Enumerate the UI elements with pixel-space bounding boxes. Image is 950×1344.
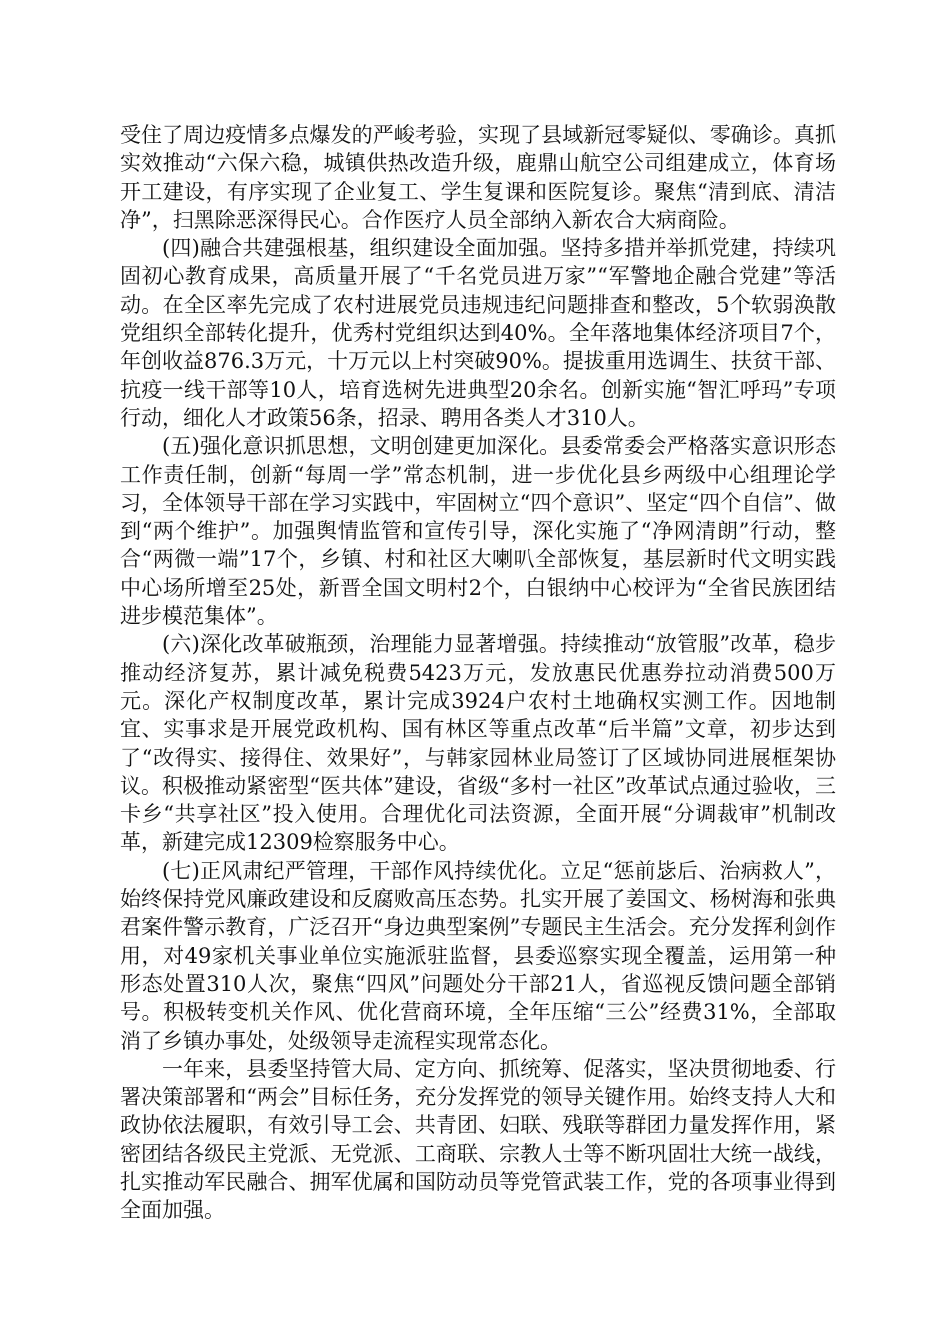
paragraph-section-5: (五)强化意识抓思想，文明创建更加深化。县委常委会严格落实意识形态工作责任制，创新“每周一学”常态机制，进一步优化县乡两级中心组理论学习，全体领导干部在学习实践中，牢固树立“四个意识”、坚定“四个自信”、做到“两个维护”。加强舆情监管和宣传引导，深化实施了“净网清朗”行动，整合“两微一端”17个，乡镇、村和社区大喇叭全部恢复，基层新时代文明实践中心场所增至25处，新晋全国文明村2个，白银纳中心校评为“全省民族团结进步模范集体”。 <box>120 434 836 629</box>
paragraph-section-6: (六)深化改革破瓶颈，治理能力显著增强。持续推动“放管服”改革，稳步推动经济复苏，累计减免税费5423万元，发放惠民优惠券拉动消费500万元。深化产权制度改革，累计完成3924户农村土地确权实测工作。因地制宜、实事求是开展党政机构、国有林区等重点改革“后半篇”文章，初步达到了“改得实、接得住、效果好”，与韩家园林业局签订了区域协同进展框架协议。积极推动紧密型“医共体”建设，省级“多村一社区”改革试点通过验收，三卡乡“共享社区”投入使用。合理优化司法资源，全面开展“分调裁审”机制改革，新建完成12309检察服务中心。 <box>120 632 836 855</box>
paragraph-continuation: 受住了周边疫情多点爆发的严峻考验，实现了县域新冠零疑似、零确诊。真抓实效推动“六保六稳，城镇供热改造升级，鹿鼎山航空公司组建成立，体育场开工建设，有序实现了企业复工、学生复课和医院复诊。聚焦“清到底、清洁净”，扫黑除恶深得民心。合作医疗人员全部纳入新农合大病商险。 <box>120 123 836 232</box>
paragraph-section-7: (七)正风肃纪严管理，干部作风持续优化。立足“惩前毖后、治病救人”，始终保持党风廉政建设和反腐败高压态势。扎实开展了姜国文、杨树海和张典君案件警示教育，广泛召开“身边典型案例”专题民主生活会。充分发挥利剑作用，对49家机关事业单位实施派驻监督，县委巡察实现全覆盖，运用第一种形态处置310人次，聚焦“四风”问题处分干部21人，省巡视反馈问题全部销号。积极转变机关作风、优化营商环境，全年压缩“三公”经费31%，全部取消了乡镇办事处，处级领导走流程实现常态化。 <box>120 858 836 1053</box>
paragraph-section-4: (四)融合共建强根基，组织建设全面加强。坚持多措并举抓党建，持续巩固初心教育成果，高质量开展了“千名党员进万家”“军警地企融合党建”等活动。在全区率先完成了农村进展党员违规违纪问题排查和整改，5个软弱涣散党组织全部转化提升，优秀村党组织达到40%。全年落地集体经济项目7个，年创收益876.3万元，十万元以上村突破90%。提拔重用选调生、扶贫干部、抗疫一线干部等10人，培育选树先进典型20余名。创新实施“智汇呼玛”专项行动，细化人才政策56条，招录、聘用各类人才310人。 <box>120 236 836 430</box>
document-body <box>120 121 836 1225</box>
paragraph-summary: 一年来，县委坚持管大局、定方向、抓统筹、促落实，坚决贯彻地委、行署决策部署和“两会”目标任务，充分发挥党的领导关键作用。始终支持人大和政协依法履职，有效引导工会、共青团、妇联、残联等群团力量发挥作用，紧密团结各级民主党派、无党派、工商联、宗教人士等不断巩固壮大统一战线，扎实推动军民融合、拥军优属和国防动员等党管武装工作，党的各项事业得到全面加强。 <box>120 1056 836 1223</box>
